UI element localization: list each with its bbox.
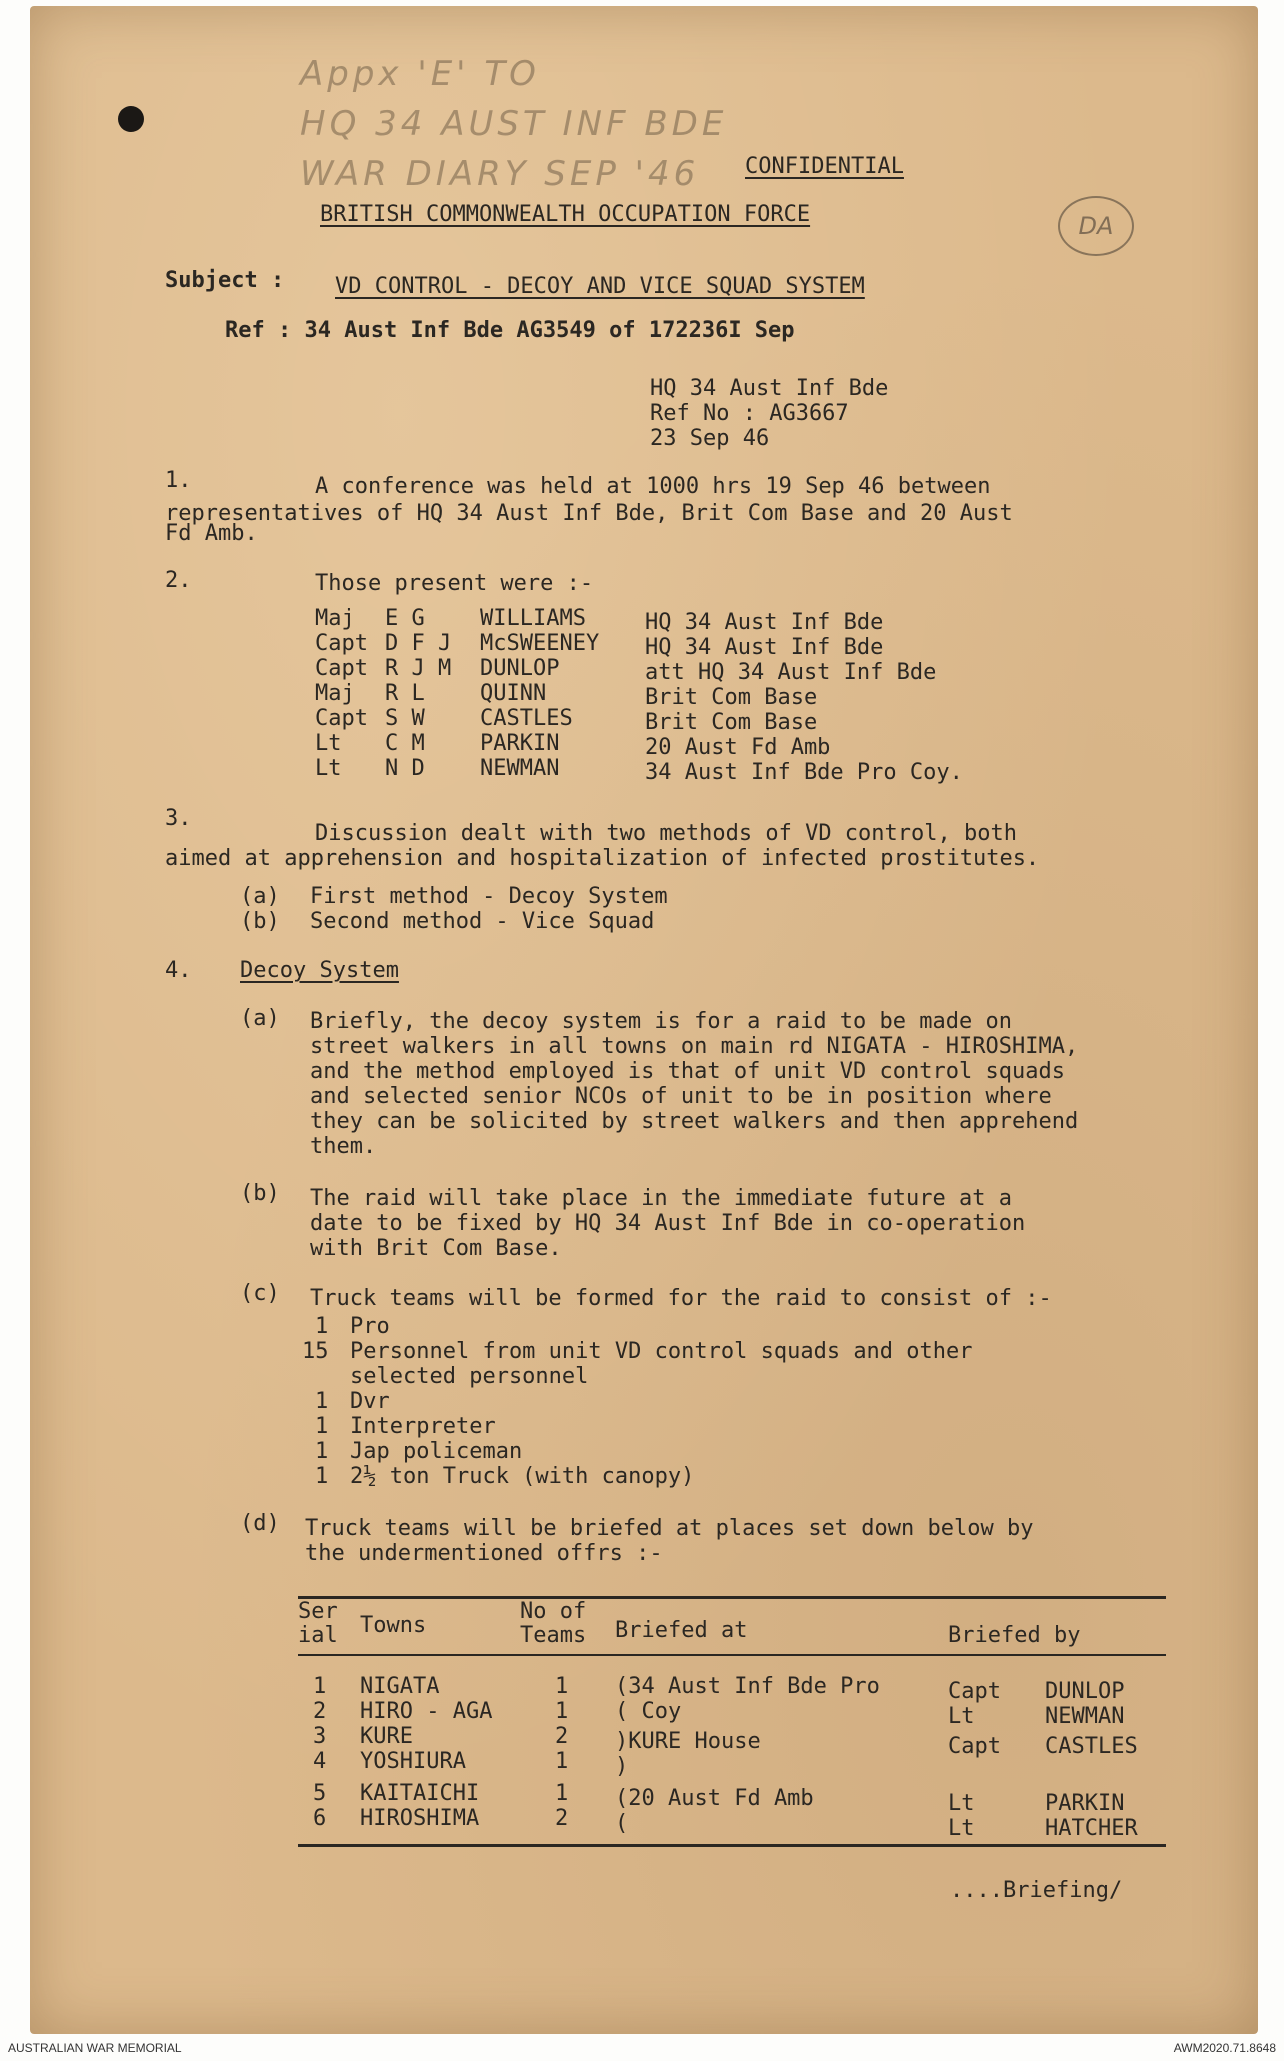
- officer-rank: Capt: [948, 1679, 1001, 1704]
- attendee-initials: S W: [385, 706, 425, 731]
- footer-right: AWM2020.71.8648: [1173, 2041, 1276, 2055]
- from-ref-no: Ref No : AG3667: [650, 401, 849, 426]
- row-teams: 1: [555, 1674, 569, 1699]
- document-page: [30, 6, 1258, 2034]
- initials-stamp: [1058, 196, 1134, 256]
- sub-para-line: Briefly, the decoy system is for a raid to be made on: [310, 1009, 1012, 1034]
- method-text: Second method - Vice Squad: [310, 909, 655, 934]
- briefing-place: (: [615, 1811, 629, 1836]
- row-town: HIRO - AGA: [360, 1699, 493, 1724]
- row-teams: 1: [555, 1699, 569, 1724]
- officer-name: HATCHER: [1045, 1816, 1138, 1841]
- attendee-unit: Brit Com Base: [645, 710, 818, 735]
- item-text: 2½ ton Truck (with canopy): [350, 1464, 695, 1489]
- row-serial: 2: [313, 1699, 327, 1724]
- organisation-title: BRITISH COMMONWEALTH OCCUPATION FORCE: [320, 202, 811, 227]
- attendee-name: DUNLOP: [480, 656, 560, 681]
- attendee-name: PARKIN: [480, 731, 560, 756]
- sub-para-line: them.: [310, 1134, 377, 1159]
- officer-rank: Lt: [948, 1704, 975, 1729]
- header-towns: Towns: [360, 1613, 427, 1638]
- table-header-rule: [298, 1654, 1166, 1656]
- sub-para-label: (d): [240, 1511, 280, 1536]
- subject-label: Subject :: [165, 268, 285, 293]
- handwritten-annotation-line-1: Appx 'E' TO: [300, 54, 540, 94]
- sub-para-line: street walkers in all towns on main rd NIGATA - HIROSHIMA,: [310, 1034, 1079, 1059]
- item-qty: 1: [315, 1439, 329, 1464]
- row-town: KURE: [360, 1724, 413, 1749]
- attendee-name: WILLIAMS: [480, 606, 586, 631]
- para-2-number: 2.: [165, 568, 192, 593]
- attendee-initials: D F J: [385, 631, 452, 656]
- row-serial: 5: [313, 1781, 327, 1806]
- attendee-initials: R L: [385, 681, 425, 706]
- method-label: (b): [240, 909, 280, 934]
- attendee-name: NEWMAN: [480, 756, 560, 781]
- attendee-rank: Lt: [315, 731, 342, 756]
- sub-para-label: (c): [240, 1281, 280, 1306]
- sub-para-line: Truck teams will be briefed at places set down below by: [305, 1516, 1034, 1541]
- header-serial: ial: [298, 1623, 338, 1648]
- attendee-initials: E G: [385, 606, 425, 631]
- row-serial: 3: [313, 1724, 327, 1749]
- method-text: First method - Decoy System: [310, 884, 668, 909]
- attendee-rank: Maj: [315, 606, 355, 631]
- table-top-rule: [298, 1596, 1166, 1599]
- para-1-line: A conference was held at 1000 hrs 19 Sep 46 between: [315, 474, 991, 499]
- table-bottom-rule: [298, 1844, 1166, 1847]
- officer-name: DUNLOP: [1045, 1679, 1125, 1704]
- attendee-name: CASTLES: [480, 706, 573, 731]
- sub-para-intro: Truck teams will be formed for the raid to consist of :-: [310, 1286, 1052, 1311]
- attendee-unit: Brit Com Base: [645, 685, 818, 710]
- row-town: NIGATA: [360, 1674, 440, 1699]
- row-town: YOSHIURA: [360, 1749, 466, 1774]
- para-1-line: representatives of HQ 34 Aust Inf Bde, Brit Com Base and 20 Aust: [165, 501, 1013, 526]
- briefing-place: ( Coy: [615, 1699, 682, 1724]
- briefing-place: (34 Aust Inf Bde Pro: [615, 1674, 880, 1699]
- officer-rank: Lt: [948, 1816, 975, 1841]
- para-1-number: 1.: [165, 468, 192, 493]
- attendee-name: QUINN: [480, 681, 547, 706]
- from-date: 23 Sep 46: [650, 426, 770, 451]
- para-3-number: 3.: [165, 806, 192, 831]
- attendee-name: McSWEENEY: [480, 631, 600, 656]
- subject: VD CONTROL - DECOY AND VICE SQUAD SYSTEM: [335, 274, 865, 299]
- item-qty: 1: [315, 1314, 329, 1339]
- briefing-place: )KURE House: [615, 1729, 761, 1754]
- attendee-rank: Maj: [315, 681, 355, 706]
- header-teams: Teams: [520, 1623, 587, 1648]
- sub-para-label: (b): [240, 1181, 280, 1206]
- sub-para-label: (a): [240, 1006, 280, 1031]
- para-3-line: Discussion dealt with two methods of VD control, both: [315, 821, 1017, 846]
- briefing-place: (20 Aust Fd Amb: [615, 1786, 814, 1811]
- row-town: HIROSHIMA: [360, 1806, 480, 1831]
- row-serial: 6: [313, 1806, 327, 1831]
- attendee-unit: HQ 34 Aust Inf Bde: [645, 635, 884, 660]
- attendee-unit: HQ 34 Aust Inf Bde: [645, 610, 884, 635]
- method-label: (a): [240, 884, 280, 909]
- attendee-unit: att HQ 34 Aust Inf Bde: [645, 660, 937, 685]
- attendee-initials: R J M: [385, 656, 452, 681]
- header-teams: No of: [520, 1599, 587, 1624]
- attendee-unit: 34 Aust Inf Bde Pro Coy.: [645, 760, 963, 785]
- officer-name: NEWMAN: [1045, 1704, 1125, 1729]
- row-teams: 1: [555, 1749, 569, 1774]
- sub-para-line: The raid will take place in the immediate future at a: [310, 1186, 1012, 1211]
- item-qty: 1: [315, 1389, 329, 1414]
- from-unit: HQ 34 Aust Inf Bde: [650, 376, 889, 401]
- para-1-line: Fd Amb.: [165, 521, 258, 546]
- attendee-unit: 20 Aust Fd Amb: [645, 735, 831, 760]
- attendee-rank: Lt: [315, 756, 342, 781]
- item-text: Jap policeman: [350, 1439, 523, 1464]
- header-briefed-at: Briefed at: [615, 1618, 748, 1643]
- attendee-initials: C M: [385, 731, 425, 756]
- sub-para-line: and selected senior NCOs of unit to be in position where: [310, 1084, 1052, 1109]
- sub-para-line: and the method employed is that of unit VD control squads: [310, 1059, 1065, 1084]
- item-text: Personnel from unit VD control squads and other: [350, 1339, 973, 1364]
- officer-rank: Lt: [948, 1791, 975, 1816]
- item-text: Interpreter: [350, 1414, 496, 1439]
- item-qty: 15: [302, 1339, 329, 1364]
- header-briefed-by: Briefed by: [948, 1623, 1081, 1648]
- footer-left: AUSTRALIAN WAR MEMORIAL: [8, 2041, 182, 2055]
- row-town: KAITAICHI: [360, 1781, 480, 1806]
- sub-para-line: with Brit Com Base.: [310, 1236, 562, 1261]
- briefing-place: ): [615, 1754, 629, 1779]
- para-2-intro: Those present were :-: [315, 571, 594, 596]
- item-text: Pro: [350, 1314, 390, 1339]
- row-teams: 2: [555, 1806, 569, 1831]
- attendee-rank: Capt: [315, 631, 368, 656]
- para-4-heading: Decoy System: [240, 958, 399, 983]
- item-text: Dvr: [350, 1389, 390, 1414]
- attendee-rank: Capt: [315, 706, 368, 731]
- officer-name: CASTLES: [1045, 1734, 1138, 1759]
- row-serial: 1: [313, 1674, 327, 1699]
- sub-para-line: the undermentioned offrs :-: [305, 1541, 663, 1566]
- para-3-line: aimed at apprehension and hospitalization of infected prostitutes.: [165, 846, 1040, 871]
- punch-hole: [118, 106, 144, 132]
- handwritten-annotation-line-2: HQ 34 AUST INF BDE: [300, 104, 728, 144]
- item-qty: 1: [315, 1414, 329, 1439]
- continuation-marker: ....Briefing/: [950, 1878, 1123, 1903]
- stamp-text: DA: [1078, 212, 1114, 240]
- attendee-rank: Capt: [315, 656, 368, 681]
- para-4-number: 4.: [165, 958, 192, 983]
- row-serial: 4: [313, 1749, 327, 1774]
- sub-para-line: date to be fixed by HQ 34 Aust Inf Bde in co-operation: [310, 1211, 1026, 1236]
- reference-line: Ref : 34 Aust Inf Bde AG3549 of 172236I Sep: [225, 318, 795, 343]
- handwritten-annotation-line-3: WAR DIARY SEP '46: [300, 154, 700, 194]
- item-qty: 1: [315, 1464, 329, 1489]
- row-teams: 2: [555, 1724, 569, 1749]
- row-teams: 1: [555, 1781, 569, 1806]
- officer-name: PARKIN: [1045, 1791, 1125, 1816]
- header-serial: Ser: [298, 1599, 338, 1624]
- officer-rank: Capt: [948, 1734, 1001, 1759]
- sub-para-line: they can be solicited by street walkers and then apprehend: [310, 1109, 1079, 1134]
- item-text: selected personnel: [350, 1364, 589, 1389]
- classification: CONFIDENTIAL: [745, 154, 904, 179]
- attendee-initials: N D: [385, 756, 425, 781]
